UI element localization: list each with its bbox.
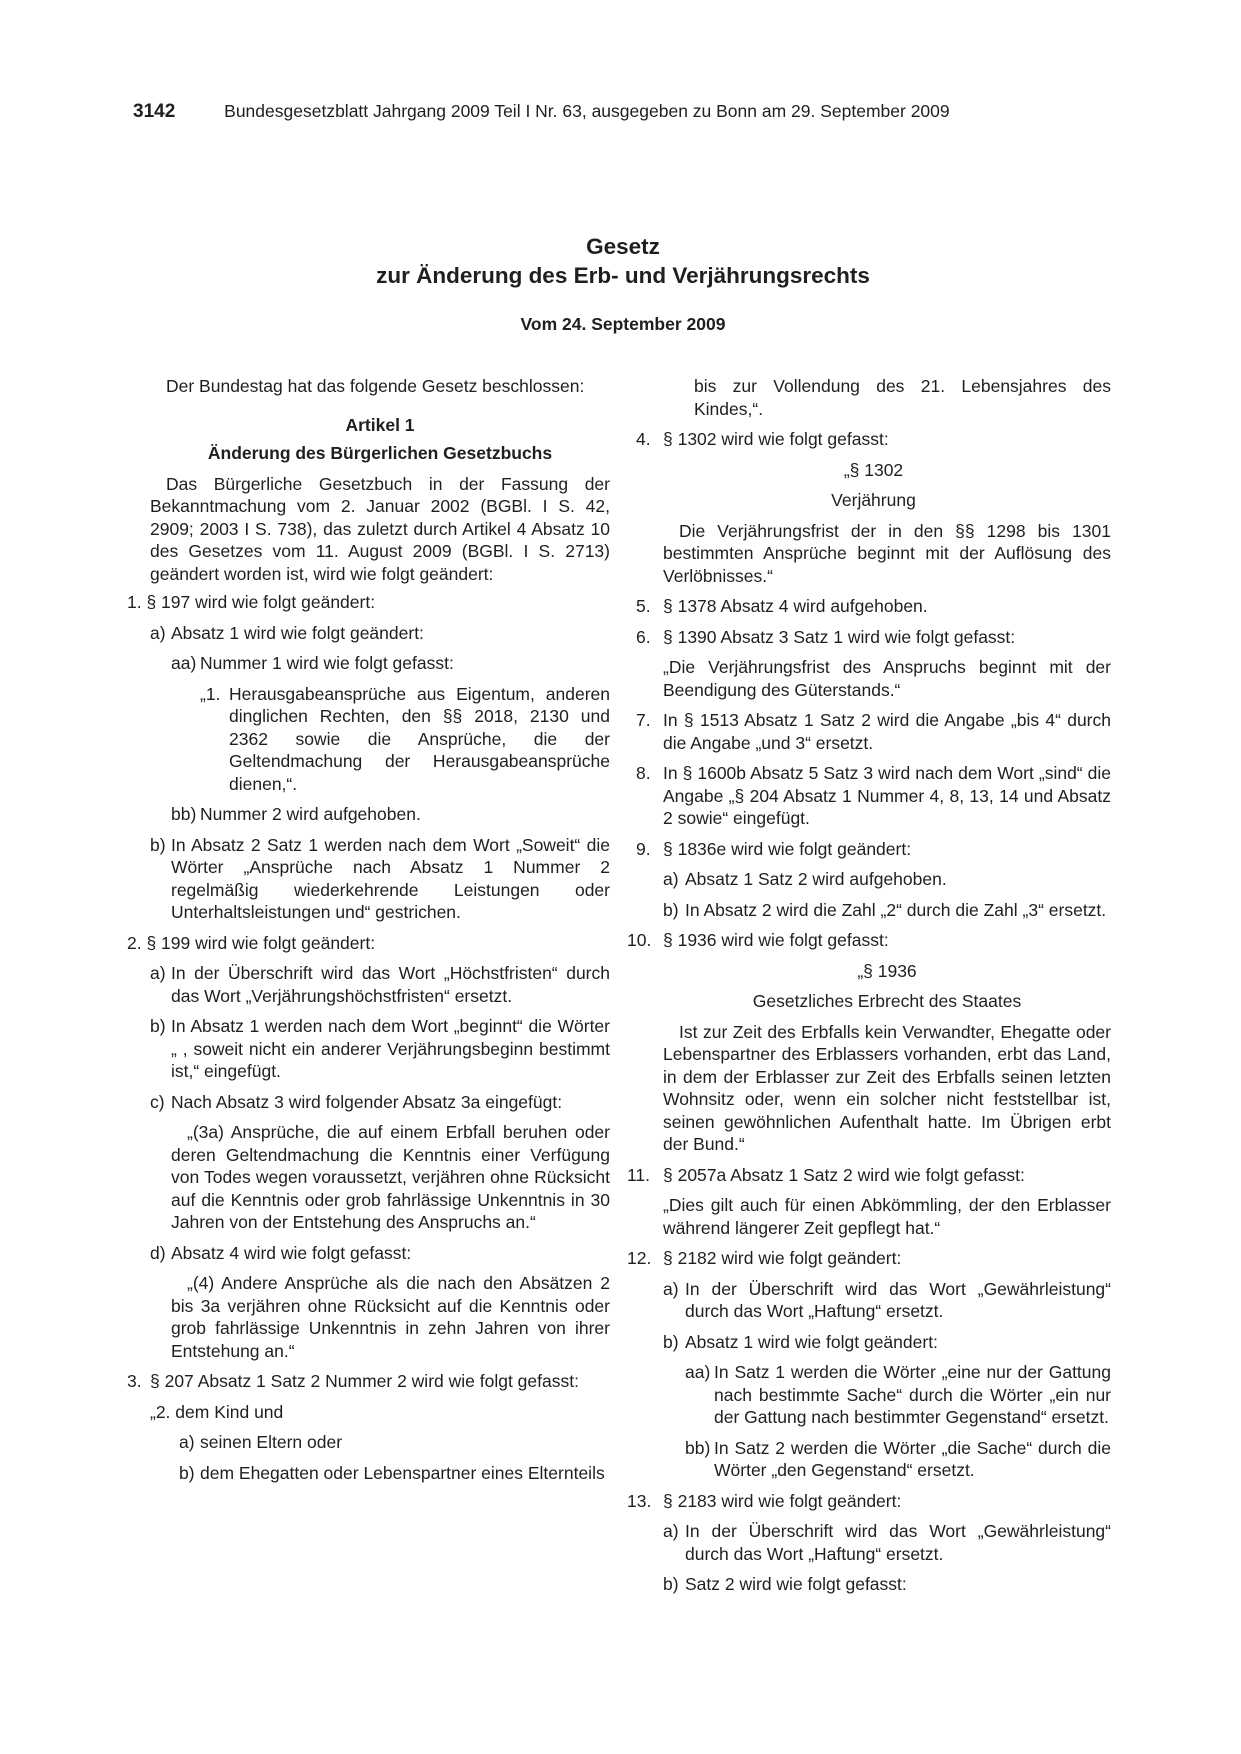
- item-text: In Absatz 2 wird die Zahl „2“ durch die Zahl „3“ ersetzt.: [685, 899, 1107, 920]
- item-marker: 9.: [636, 838, 651, 859]
- item-marker: bb): [685, 1437, 711, 1458]
- item-6-quote: „Die Verjährungsfrist des Anspruchs beginnt mit der Beendigung des Güterstands.“: [663, 657, 1111, 700]
- item-text: In der Überschrift wird das Wort „Gewährleistung“ durch das Wort „Haftung“ ersetzt.: [685, 1521, 1111, 1564]
- item-12: [627, 1247, 1111, 1270]
- item-text: § 1378 Absatz 4 wird aufgehoben.: [663, 596, 928, 616]
- item-text: seinen Eltern oder: [200, 1432, 343, 1452]
- item-2d: [150, 1242, 610, 1265]
- item-marker: b): [663, 1331, 679, 1352]
- item-12b: [663, 1331, 1111, 1354]
- item-marker: a): [663, 1521, 679, 1541]
- item-2a: [150, 962, 610, 1007]
- item-marker: a): [150, 963, 166, 983]
- item-marker: d): [150, 1242, 166, 1263]
- item-text: § 207 Absatz 1 Satz 2 Nummer 2 wird wie folgt gefasst:: [150, 1371, 579, 1391]
- title-block: [0, 232, 1241, 335]
- item-text: Absatz 1 wird wie folgt geändert:: [171, 622, 424, 643]
- item-text: Nummer 1 wird wie folgt gefasst:: [200, 653, 454, 673]
- item-1: 1. § 197 wird wie folgt geändert:: [127, 592, 376, 612]
- item-text: In der Überschrift wird das Wort „Gewährleistung“ durch das Wort „Haftung“ ersetzt.: [685, 1278, 1111, 1321]
- artikel-title: Änderung des Bürgerlichen Gesetzbuchs: [207, 443, 553, 463]
- right-column: [627, 375, 1111, 1604]
- item-1aa: [171, 652, 610, 675]
- item-text: dem Ehegatten oder Lebenspartner eines Elternteils: [200, 1462, 605, 1483]
- item-text: In der Überschrift wird das Wort „Höchstfristen“ durch das Wort „Verjährungshöchstfristen“ ersetzt.: [171, 963, 610, 1006]
- item-marker: 3.: [127, 1371, 142, 1391]
- section-1936-heading: Gesetzliches Erbrecht des Staates: [752, 991, 1022, 1011]
- item-9a: [663, 868, 1111, 891]
- item-13a: [663, 1520, 1111, 1565]
- item-3a: [179, 1431, 610, 1454]
- item-marker: b): [150, 834, 166, 855]
- item-text: Absatz 4 wird wie folgt gefasst:: [171, 1242, 412, 1263]
- item-text: In Absatz 1 werden nach dem Wort „beginnt“ die Wörter „ , soweit nicht ein anderer Verjährungsbeginn bestimmt ist,“ eingefügt.: [171, 1016, 610, 1081]
- item-7: [636, 709, 1111, 754]
- item-marker: 13.: [627, 1490, 652, 1511]
- item-12bb: [685, 1437, 1111, 1482]
- item-text: § 1836e wird wie folgt geändert:: [663, 838, 912, 859]
- item-marker: b): [663, 899, 679, 920]
- item-marker: a): [663, 869, 679, 889]
- page-header: [133, 101, 1113, 123]
- item-text: Satz 2 wird wie folgt gefasst:: [685, 1574, 907, 1594]
- item-text: In Absatz 2 Satz 1 werden nach dem Wort „Soweit“ die Wörter „Ansprüche nach Absatz 1 Nummer 2 regelmäßig wiederkehrende Leistungen oder Unterhaltsleistungen und“ gestrichen.: [171, 834, 610, 922]
- item-marker: aa): [171, 653, 197, 673]
- section-1302-number: „§ 1302: [843, 459, 904, 480]
- item-marker: a): [150, 622, 166, 643]
- item-text: Absatz 1 wird wie folgt geändert:: [685, 1331, 938, 1352]
- item-1a: [150, 622, 610, 645]
- section-1936-text: Ist zur Zeit des Erbfalls kein Verwandter, Ehegatte oder Lebenspartner des Erblassers vorhanden, erbt das Land, in dem der Erblasser zur Zeit des Erbfalls seinen letzten Wohnsitz oder, wenn ein solcher nicht feststellbar ist, seinen gewöhnlichen Aufenthalt hatte. Im Übrigen erbt der Bund.“: [663, 1021, 1111, 1154]
- item-13: [627, 1490, 1111, 1513]
- item-text: Nummer 2 wird aufgehoben.: [200, 804, 421, 824]
- item-text: § 1390 Absatz 3 Satz 1 wird wie folgt gefasst:: [663, 626, 1016, 647]
- section-1302-text: Die Verjährungsfrist der in den §§ 1298 bis 1301 bestimmten Ansprüche beginnt mit der Auflösung des Verlöbnisses.“: [663, 520, 1111, 586]
- left-column: [127, 375, 610, 1492]
- item-2: 2. § 199 wird wie folgt geändert:: [127, 932, 376, 953]
- law-date: Vom 24. September 2009: [520, 314, 726, 334]
- item-marker: „1.: [200, 683, 221, 704]
- item-10: [627, 929, 1111, 952]
- preamble-paragraph: Das Bürgerliche Gesetzbuch in der Fassung der Bekanntmachung vom 2. Januar 2002 (BGBl. I S. 42, 2909; 2003 I S. 738), das zuletzt durch Artikel 4 Absatz 10 des Gesetzes vom 11. August 2009 (BGBl. I S. 2713) geändert worden ist, wird wie folgt geändert:: [150, 473, 610, 584]
- item-text: In Satz 2 werden die Wörter „die Sache“ durch die Wörter „den Gegenstand“ ersetzt.: [714, 1437, 1111, 1480]
- intro-paragraph: Der Bundestag hat das folgende Gesetz beschlossen:: [166, 376, 585, 396]
- item-marker: 7.: [636, 710, 651, 730]
- item-text: § 2057a Absatz 1 Satz 2 wird wie folgt gefasst:: [663, 1164, 1025, 1185]
- item-6: [636, 626, 1111, 649]
- item-marker: 11.: [627, 1164, 651, 1185]
- item-text: In § 1600b Absatz 5 Satz 3 wird nach dem Wort „sind“ die Angabe „§ 204 Absatz 1 Nummer 4, 8, 13, 14 und Absatz 2 sowie“ eingefügt.: [663, 763, 1111, 828]
- item-marker: b): [179, 1462, 195, 1483]
- item-marker: b): [150, 1016, 166, 1036]
- item-9b: [663, 899, 1111, 922]
- continuation-text: bis zur Vollendung des 21. Lebensjahres des Kindes,“.: [694, 376, 1111, 419]
- item-12a: [663, 1278, 1111, 1323]
- item-marker: c): [150, 1091, 165, 1112]
- item-text: Nach Absatz 3 wird folgender Absatz 3a eingefügt:: [171, 1091, 563, 1112]
- item-text: In § 1513 Absatz 1 Satz 2 wird die Angabe „bis 4“ durch die Angabe „und 3“ ersetzt.: [663, 710, 1111, 753]
- item-text: Absatz 1 Satz 2 wird aufgehoben.: [685, 869, 947, 889]
- item-3b: [179, 1462, 610, 1485]
- page-number: 3142: [133, 101, 176, 122]
- section-1936-number: „§ 1936: [857, 960, 917, 981]
- item-marker: 8.: [636, 763, 651, 783]
- item-9: [636, 838, 1111, 861]
- item-3-quote: „2. dem Kind und: [150, 1401, 284, 1422]
- item-text: Herausgabeansprüche aus Eigentum, anderen dinglichen Rechten, den §§ 2018, 2130 und 2362 sowie die Ansprüche, die der Geltendmachung der Herausgabeansprüche dienen,“.: [229, 683, 610, 794]
- item-13b: [663, 1573, 1111, 1596]
- item-11-quote: „Dies gilt auch für einen Abkömmling, der den Erblasser während längerer Zeit gepflegt hat.“: [663, 1195, 1111, 1238]
- item-text: § 2183 wird wie folgt geändert:: [663, 1490, 902, 1511]
- item-marker: 5.: [636, 596, 651, 616]
- law-title-line-2: zur Änderung des Erb- und Verjährungsrechts: [376, 263, 870, 288]
- item-5: [636, 595, 1111, 618]
- item-text: § 1936 wird wie folgt gefasst:: [663, 930, 889, 950]
- item-marker: aa): [685, 1362, 711, 1382]
- item-8: [636, 762, 1111, 830]
- item-marker: a): [663, 1278, 679, 1299]
- item-marker: a): [179, 1432, 195, 1452]
- item-marker: bb): [171, 804, 197, 824]
- section-1302-heading: Verjährung: [831, 490, 916, 510]
- artikel-heading: Artikel 1: [345, 414, 415, 435]
- item-1aa-quote: [200, 683, 610, 796]
- item-12aa: [685, 1361, 1111, 1429]
- gazette-line: Bundesgesetzblatt Jahrgang 2009 Teil I Nr. 63, ausgegeben zu Bonn am 29. September 2009: [224, 101, 950, 121]
- item-text: § 2182 wird wie folgt geändert:: [663, 1248, 902, 1268]
- law-title-line-1: Gesetz: [586, 234, 660, 259]
- item-2d-quote: „(4) Andere Ansprüche als die nach den Absätzen 2 bis 3a verjähren ohne Rücksicht auf die Kenntnis oder grob fahrlässige Unkenntnis in zehn Jahren von ihrer Entstehung an.“: [171, 1273, 610, 1361]
- item-1b: [150, 834, 610, 924]
- item-2c-quote: „(3a) Ansprüche, die auf einem Erbfall beruhen oder deren Geltendmachung die Kenntnis einer Verfügung von Todes wegen voraussetzt, verjähren ohne Rücksicht auf die Kenntnis oder grob fahrlässige Unkenntnis in 30 Jahren von der Entstehung des Anspruchs an.“: [171, 1122, 610, 1232]
- item-2c: [150, 1091, 610, 1114]
- item-1bb: [171, 803, 610, 826]
- item-marker: 10.: [627, 930, 652, 950]
- item-marker: 4.: [636, 429, 651, 449]
- item-2b: [150, 1015, 610, 1083]
- item-marker: b): [663, 1574, 679, 1594]
- item-11: [627, 1164, 1111, 1187]
- item-4: [636, 428, 1111, 451]
- item-text: In Satz 1 werden die Wörter „eine nur der Gattung nach bestimmte Sache“ durch die Wörter „ein nur der Gattung nach bestimmter Gegenstand“ ersetzt.: [714, 1362, 1111, 1427]
- item-marker: 12.: [627, 1248, 652, 1268]
- item-marker: 6.: [636, 626, 651, 647]
- item-text: § 1302 wird wie folgt gefasst:: [663, 429, 889, 449]
- item-3: [127, 1370, 610, 1393]
